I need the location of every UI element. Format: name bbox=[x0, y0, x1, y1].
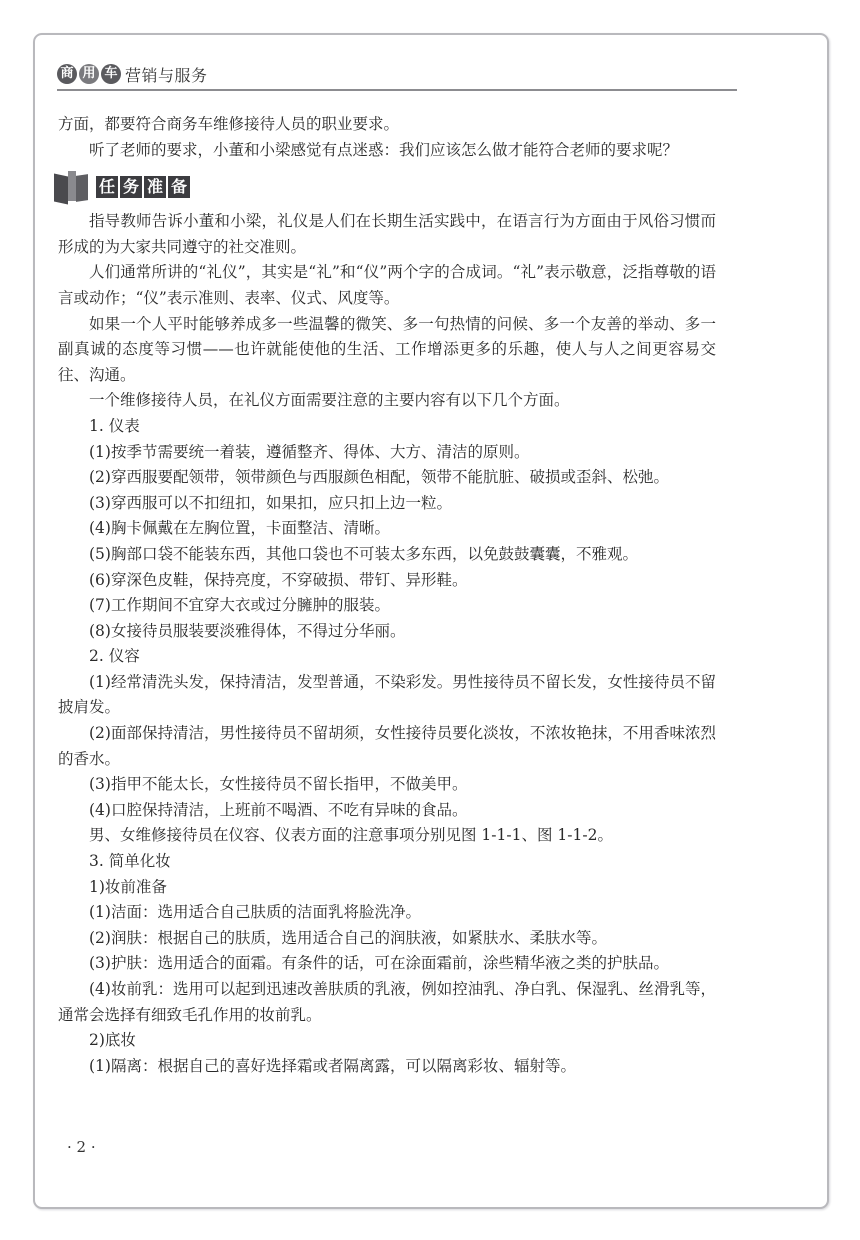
list-item: (3)护肤：选用适合的面霜。有条件的话，可在涂面霜前，涂些精华液之类的护肤品。 bbox=[89, 954, 669, 973]
section-title-makeup: 3. 简单化妆 bbox=[89, 852, 171, 871]
heading-char: 务 bbox=[120, 176, 142, 198]
heading-char: 备 bbox=[168, 176, 190, 198]
list-item: (1)按季节需要统一着装，遵循整齐、得体、大方、清洁的原则。 bbox=[89, 442, 530, 461]
list-item: (4)口腔保持清洁，上班前不喝酒、不吃有异味的食品。 bbox=[89, 800, 468, 819]
list-item: (1)隔离：根据自己的喜好选择霜或者隔离露，可以隔离彩妆、辐射等。 bbox=[89, 1056, 576, 1075]
paragraph: 指导教师告诉小董和小梁，礼仪是人们在长期生活实践中，在语言行为方面由于风俗习惯而形成的为大家共同遵守的社交准则。 bbox=[58, 212, 716, 256]
list-item: (4)妆前乳：选用可以起到迅速改善肤质的乳液，例如控油乳、净白乳、保湿乳、丝滑乳等，通常会选择有细致毛孔作用的妆前乳。 bbox=[58, 980, 716, 1024]
section-heading-task-prep bbox=[52, 167, 716, 207]
paragraph: 一个维修接待人员，在礼仪方面需要注意的主要内容有以下几个方面。 bbox=[89, 391, 570, 410]
paragraph: 如果一个人平时能够养成多一些温馨的微笑、多一句热情的问候、多一个友善的举动、多一副真诚的态度等习惯——也许就能使他的生活、工作增添更多的乐趣，使人与人之间更容易交往、沟通。 bbox=[58, 314, 716, 384]
list-item: (3)指甲不能太长，女性接待员不留长指甲，不做美甲。 bbox=[89, 775, 468, 794]
books-icon bbox=[52, 169, 92, 205]
list-item: (2)润肤：根据自己的肤质，选用适合自己的润肤液，如紧肤水、柔肤水等。 bbox=[89, 928, 607, 947]
list-item: (1)洁面：选用适合自己肤质的洁面乳将脸洗净。 bbox=[89, 903, 421, 922]
intro-line-2: 听了老师的要求，小董和小梁感觉有点迷惑：我们应该怎么做才能符合老师的要求呢？ bbox=[89, 140, 679, 159]
list-item: (2)面部保持清洁，男性接待员不留胡须，女性接待员要化淡妆，不浓妆艳抹，不用香味浓烈的香水。 bbox=[58, 724, 716, 768]
header-badge-che: 车 bbox=[101, 64, 121, 84]
list-item: (7)工作期间不宜穿大衣或过分臃肿的服装。 bbox=[89, 596, 390, 615]
section-title-grooming: 2. 仪容 bbox=[89, 647, 140, 666]
subsection-title-prep: 1)妆前准备 bbox=[89, 877, 167, 896]
figure-reference-note: 男、女维修接待员在仪容、仪表方面的注意事项分别见图 1-1-1、图 1-1-2。 bbox=[89, 826, 613, 845]
list-item: (1)经常清洗头发，保持清洁，发型普通，不染彩发。男性接待员不留长发，女性接待员不留披肩发。 bbox=[58, 672, 716, 717]
header-badge-yong: 用 bbox=[79, 64, 99, 84]
book-title: 营销与服务 bbox=[125, 65, 208, 85]
running-header bbox=[57, 60, 208, 88]
list-item: (6)穿深色皮鞋，保持亮度，不穿破损、带钉、异形鞋。 bbox=[89, 570, 468, 589]
heading-char: 准 bbox=[144, 176, 166, 198]
list-item: (4)胸卡佩戴在左胸位置，卡面整洁、清晰。 bbox=[89, 519, 390, 538]
header-divider bbox=[57, 89, 737, 91]
page-content bbox=[58, 112, 716, 1079]
section-title-appearance: 1. 仪表 bbox=[89, 416, 140, 435]
list-item: (5)胸部口袋不能装东西，其他口袋也不可装太多东西，以免鼓鼓囊囊，不雅观。 bbox=[89, 544, 638, 563]
header-badge-shang: 商 bbox=[57, 64, 77, 84]
intro-line-1: 方面，都要符合商务车维修接待人员的职业要求。 bbox=[58, 115, 400, 133]
page-number: · 2 · bbox=[67, 1138, 96, 1156]
list-item: (8)女接待员服装要淡雅得体，不得过分华丽。 bbox=[89, 621, 406, 640]
list-item: (3)穿西服可以不扣纽扣，如果扣，应只扣上边一粒。 bbox=[89, 493, 452, 512]
list-item: (2)穿西服要配领带，领带颜色与西服颜色相配，领带不能肮脏、破损或歪斜、松弛。 bbox=[89, 468, 669, 487]
subsection-title-foundation: 2)底妆 bbox=[89, 1031, 136, 1050]
paragraph: 人们通常所讲的“礼仪”，其实是“礼”和“仪”两个字的合成词。“礼”表示敬意，泛指尊敬的语言或动作；“仪”表示准则、表率、仪式、风度等。 bbox=[58, 263, 716, 307]
heading-char: 任 bbox=[96, 176, 118, 198]
